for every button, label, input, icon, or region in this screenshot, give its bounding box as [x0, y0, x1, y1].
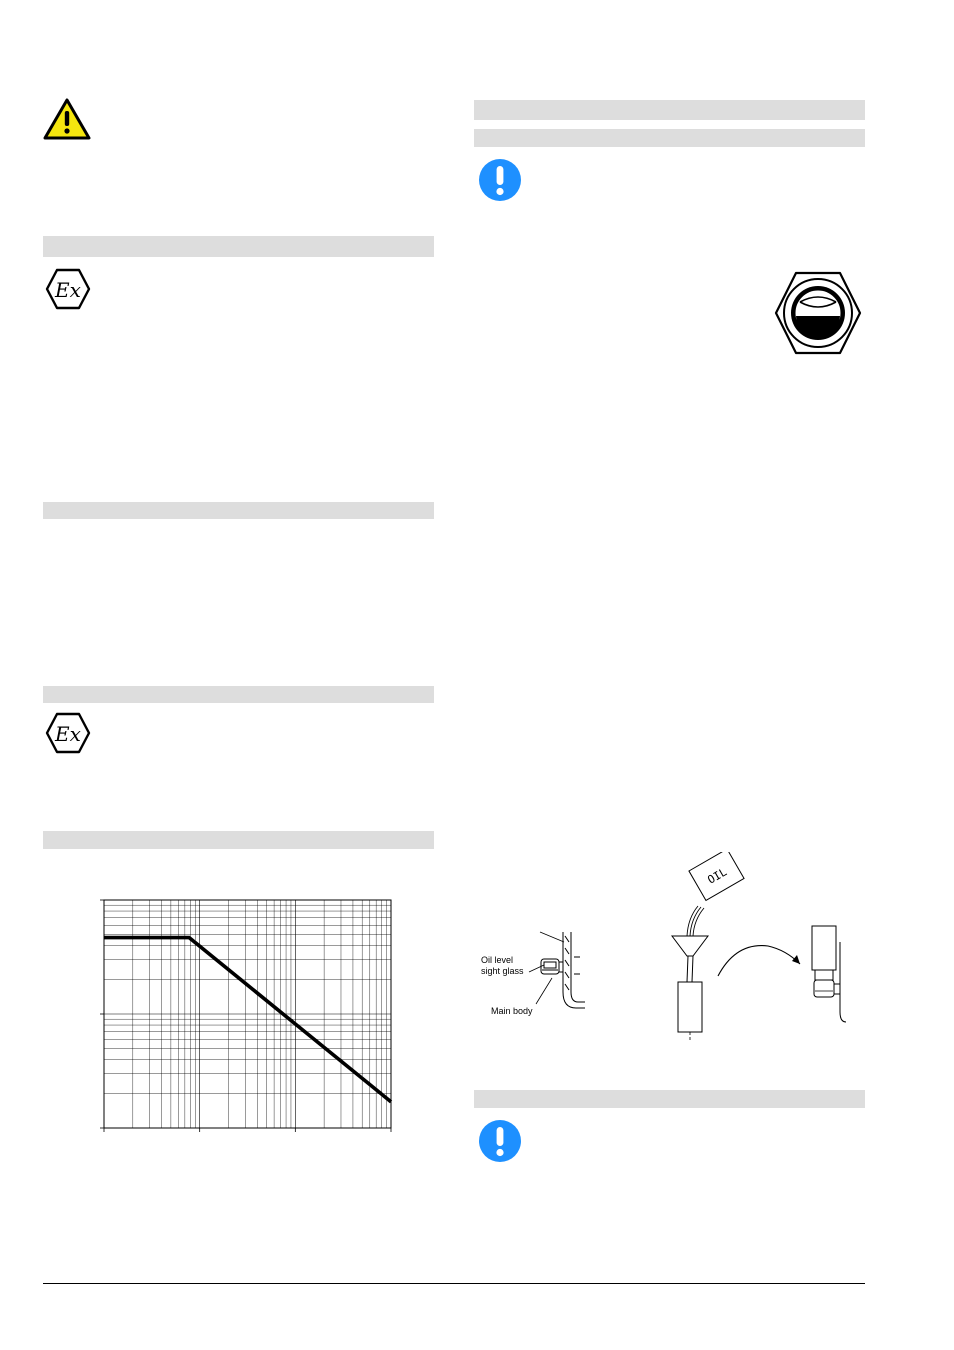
- oil-can-icon: [689, 852, 744, 900]
- oil-stream: [687, 906, 704, 936]
- oil-container-icon: [812, 926, 836, 970]
- ex-mark-text: Ex: [55, 722, 81, 746]
- section-header-bar: [474, 100, 865, 120]
- oil-container-icon: [678, 982, 702, 1032]
- ex-hexagon-icon: [45, 268, 91, 310]
- oil-can-label: OIL: [705, 865, 730, 887]
- main-body-label: Main body: [491, 1006, 533, 1016]
- curved-arrow-icon: [718, 946, 800, 976]
- main-body-wall: [563, 932, 585, 1008]
- derating-chart: [96, 894, 396, 1134]
- section-header-bar: [43, 502, 434, 519]
- section-header-bar: [43, 686, 434, 703]
- ex-mark-text: Ex: [55, 278, 81, 302]
- oil-level-sight-glass-icon: [774, 270, 862, 356]
- chart-series-line: [104, 938, 391, 1102]
- exclamation-circle-icon: [478, 1119, 522, 1163]
- section-header-bar: [43, 831, 434, 849]
- warning-triangle-icon: [43, 98, 91, 140]
- sight-glass-label: sight glass: [481, 966, 524, 976]
- oil-filling-figure: [474, 852, 866, 1042]
- section-header-bar: [474, 1090, 865, 1108]
- section-header-bar: [43, 236, 434, 257]
- funnel-icon: [672, 936, 708, 956]
- ex-hexagon-icon: [45, 712, 91, 754]
- chart-grid: [104, 900, 391, 1128]
- exclamation-circle-icon: [478, 158, 522, 202]
- footer-rule: [43, 1283, 865, 1284]
- section-header-bar: [474, 129, 865, 147]
- sight-glass-side-view: [541, 959, 563, 974]
- oil-level-label: Oil level: [481, 955, 514, 965]
